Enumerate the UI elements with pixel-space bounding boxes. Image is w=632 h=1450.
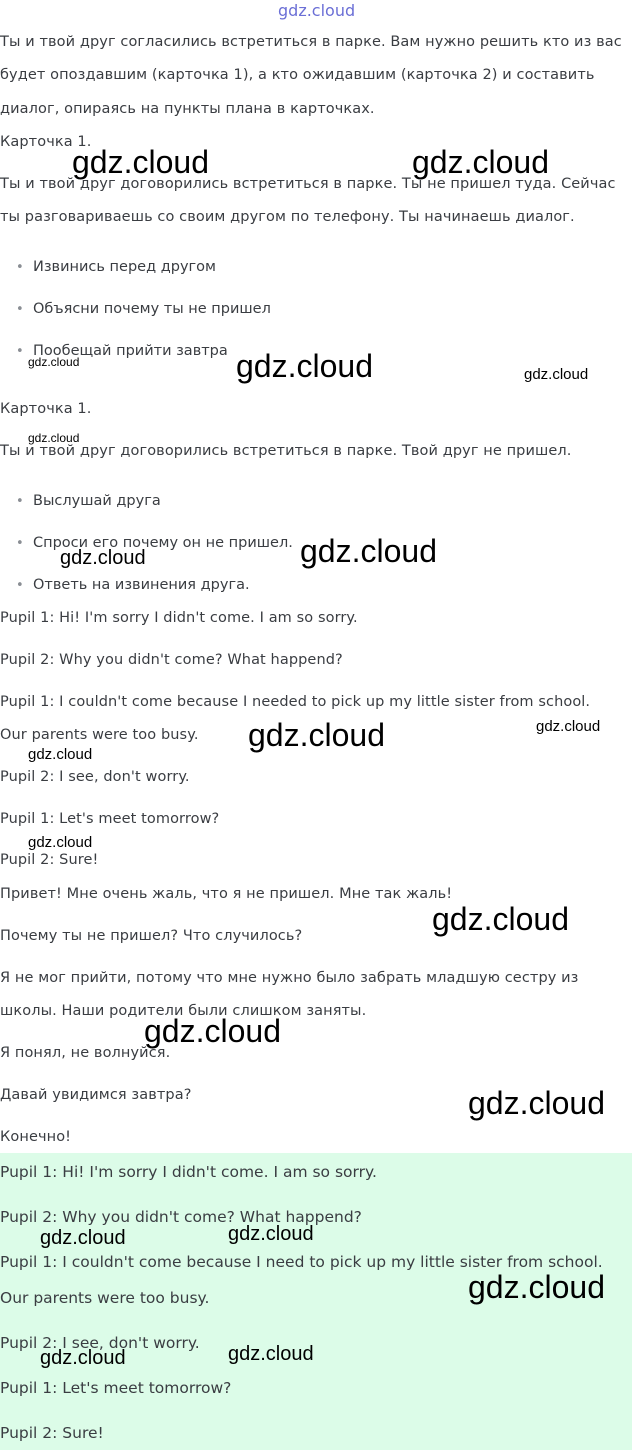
watermark: gdz.cloud bbox=[228, 1223, 314, 1245]
task-line-2: будет опоздавшим (карточка 1), а кто ожидавшим (карточка 2) и составить bbox=[0, 67, 595, 83]
watermark: gdz.cloud bbox=[248, 717, 385, 753]
dialog-en-line: Pupil 1: I couldn't come because I needed to pick up my little sister from school. bbox=[0, 694, 591, 710]
dialog-ru-line: Я понял, не волнуйся. bbox=[0, 1045, 171, 1061]
bullet-icon: • bbox=[16, 344, 24, 359]
card1-title: Карточка 1. bbox=[0, 134, 92, 150]
dialog-en-line: Pupil 2: Sure! bbox=[0, 852, 99, 868]
bullet-icon: • bbox=[16, 260, 24, 275]
answer-line: Pupil 1: Hi! I'm sorry I didn't come. I am so sorry. bbox=[0, 1163, 377, 1181]
watermark: gdz.cloud bbox=[72, 144, 209, 180]
card2-item-label: Выслушай друга bbox=[33, 493, 161, 509]
bullet-icon: • bbox=[16, 302, 24, 317]
watermark: gdz.cloud bbox=[40, 1227, 126, 1249]
answer-line: Pupil 2: Sure! bbox=[0, 1424, 104, 1442]
dialog-ru-line: Почему ты не пришел? Что случилось? bbox=[0, 928, 303, 944]
dialog-en-line: Our parents were too busy. bbox=[0, 727, 199, 743]
dialog-en-line: Pupil 2: Why you didn't come? What happend? bbox=[0, 652, 343, 668]
card2-title: Карточка 1. bbox=[0, 401, 92, 417]
watermark: gdz.cloud bbox=[228, 1343, 314, 1365]
answer-line: Pupil 2: I see, don't worry. bbox=[0, 1334, 200, 1352]
watermark: gdz.cloud bbox=[28, 746, 93, 763]
card1-item-label: Объясни почему ты не пришел bbox=[33, 301, 271, 317]
dialog-ru-line: Я не мог прийти, потому что мне нужно было забрать младшую сестру из bbox=[0, 970, 579, 986]
watermark: gdz.cloud bbox=[40, 1347, 126, 1369]
watermark: gdz.cloud bbox=[60, 547, 146, 569]
card2-list-item bbox=[16, 492, 161, 511]
card1-text-line-2: ты разговариваешь со своим другом по телефону. Ты начинаешь диалог. bbox=[0, 209, 575, 225]
dialog-en-line: Pupil 1: Let's meet tomorrow? bbox=[0, 811, 220, 827]
card1-list-item bbox=[16, 258, 216, 277]
answer-line: Pupil 1: I couldn't come because I need to pick up my little sister from school. bbox=[0, 1253, 603, 1271]
watermark: gdz.cloud bbox=[28, 834, 93, 851]
watermark: gdz.cloud bbox=[468, 1085, 605, 1121]
answer-line: Pupil 2: Why you didn't come? What happend? bbox=[0, 1208, 362, 1226]
dialog-ru-line: Конечно! bbox=[0, 1129, 72, 1145]
task-line-1: Ты и твой друг согласились встретиться в парке. Вам нужно решить кто из вас bbox=[0, 34, 622, 50]
card1-text-line-1: Ты и твой друг договорились встретиться в парке. Ты не пришел туда. Сейчас bbox=[0, 176, 616, 192]
watermark: gdz.cloud bbox=[536, 718, 601, 735]
answer-line: Our parents were too busy. bbox=[0, 1289, 210, 1307]
bullet-icon: • bbox=[16, 578, 24, 593]
card2-list-item bbox=[16, 576, 250, 595]
bullet-icon: • bbox=[16, 494, 24, 509]
watermark: gdz.cloud bbox=[144, 1013, 281, 1049]
watermark: gdz.cloud bbox=[28, 355, 80, 369]
card2-item-label: Ответь на извинения друга. bbox=[33, 577, 250, 593]
dialog-en-line: Pupil 2: I see, don't worry. bbox=[0, 769, 190, 785]
bullet-icon: • bbox=[16, 536, 24, 551]
dialog-ru-line: Давай увидимся завтра? bbox=[0, 1087, 192, 1103]
card1-item-label: Извинись перед другом bbox=[33, 259, 216, 275]
watermark: gdz.cloud bbox=[28, 431, 80, 445]
dialog-ru-line: Привет! Мне очень жаль, что я не пришел. Мне так жаль! bbox=[0, 886, 453, 902]
watermark: gdz.cloud bbox=[300, 533, 437, 569]
task-line-3: диалог, опираясь на пункты плана в карточках. bbox=[0, 101, 375, 117]
site-label: gdz.cloud bbox=[278, 1, 356, 20]
watermark: gdz.cloud bbox=[468, 1269, 605, 1305]
watermark: gdz.cloud bbox=[412, 144, 549, 180]
card2-item-label: Спроси его почему он не пришел. bbox=[33, 535, 293, 551]
watermark: gdz.cloud bbox=[432, 901, 569, 937]
card1-list-item bbox=[16, 300, 271, 319]
dialog-ru-line: школы. Наши родители были слишком заняты. bbox=[0, 1003, 367, 1019]
watermark: gdz.cloud bbox=[524, 366, 589, 383]
card2-list-item bbox=[16, 534, 293, 553]
card1-item-label: Пообещай прийти завтра bbox=[33, 343, 228, 359]
card2-text-line-1: Ты и твой друг договорились встретиться в парке. Твой друг не пришел. bbox=[0, 443, 572, 459]
watermark: gdz.cloud bbox=[236, 348, 373, 384]
answer-line: Pupil 1: Let's meet tomorrow? bbox=[0, 1379, 232, 1397]
dialog-en-line: Pupil 1: Hi! I'm sorry I didn't come. I am so sorry. bbox=[0, 610, 358, 626]
